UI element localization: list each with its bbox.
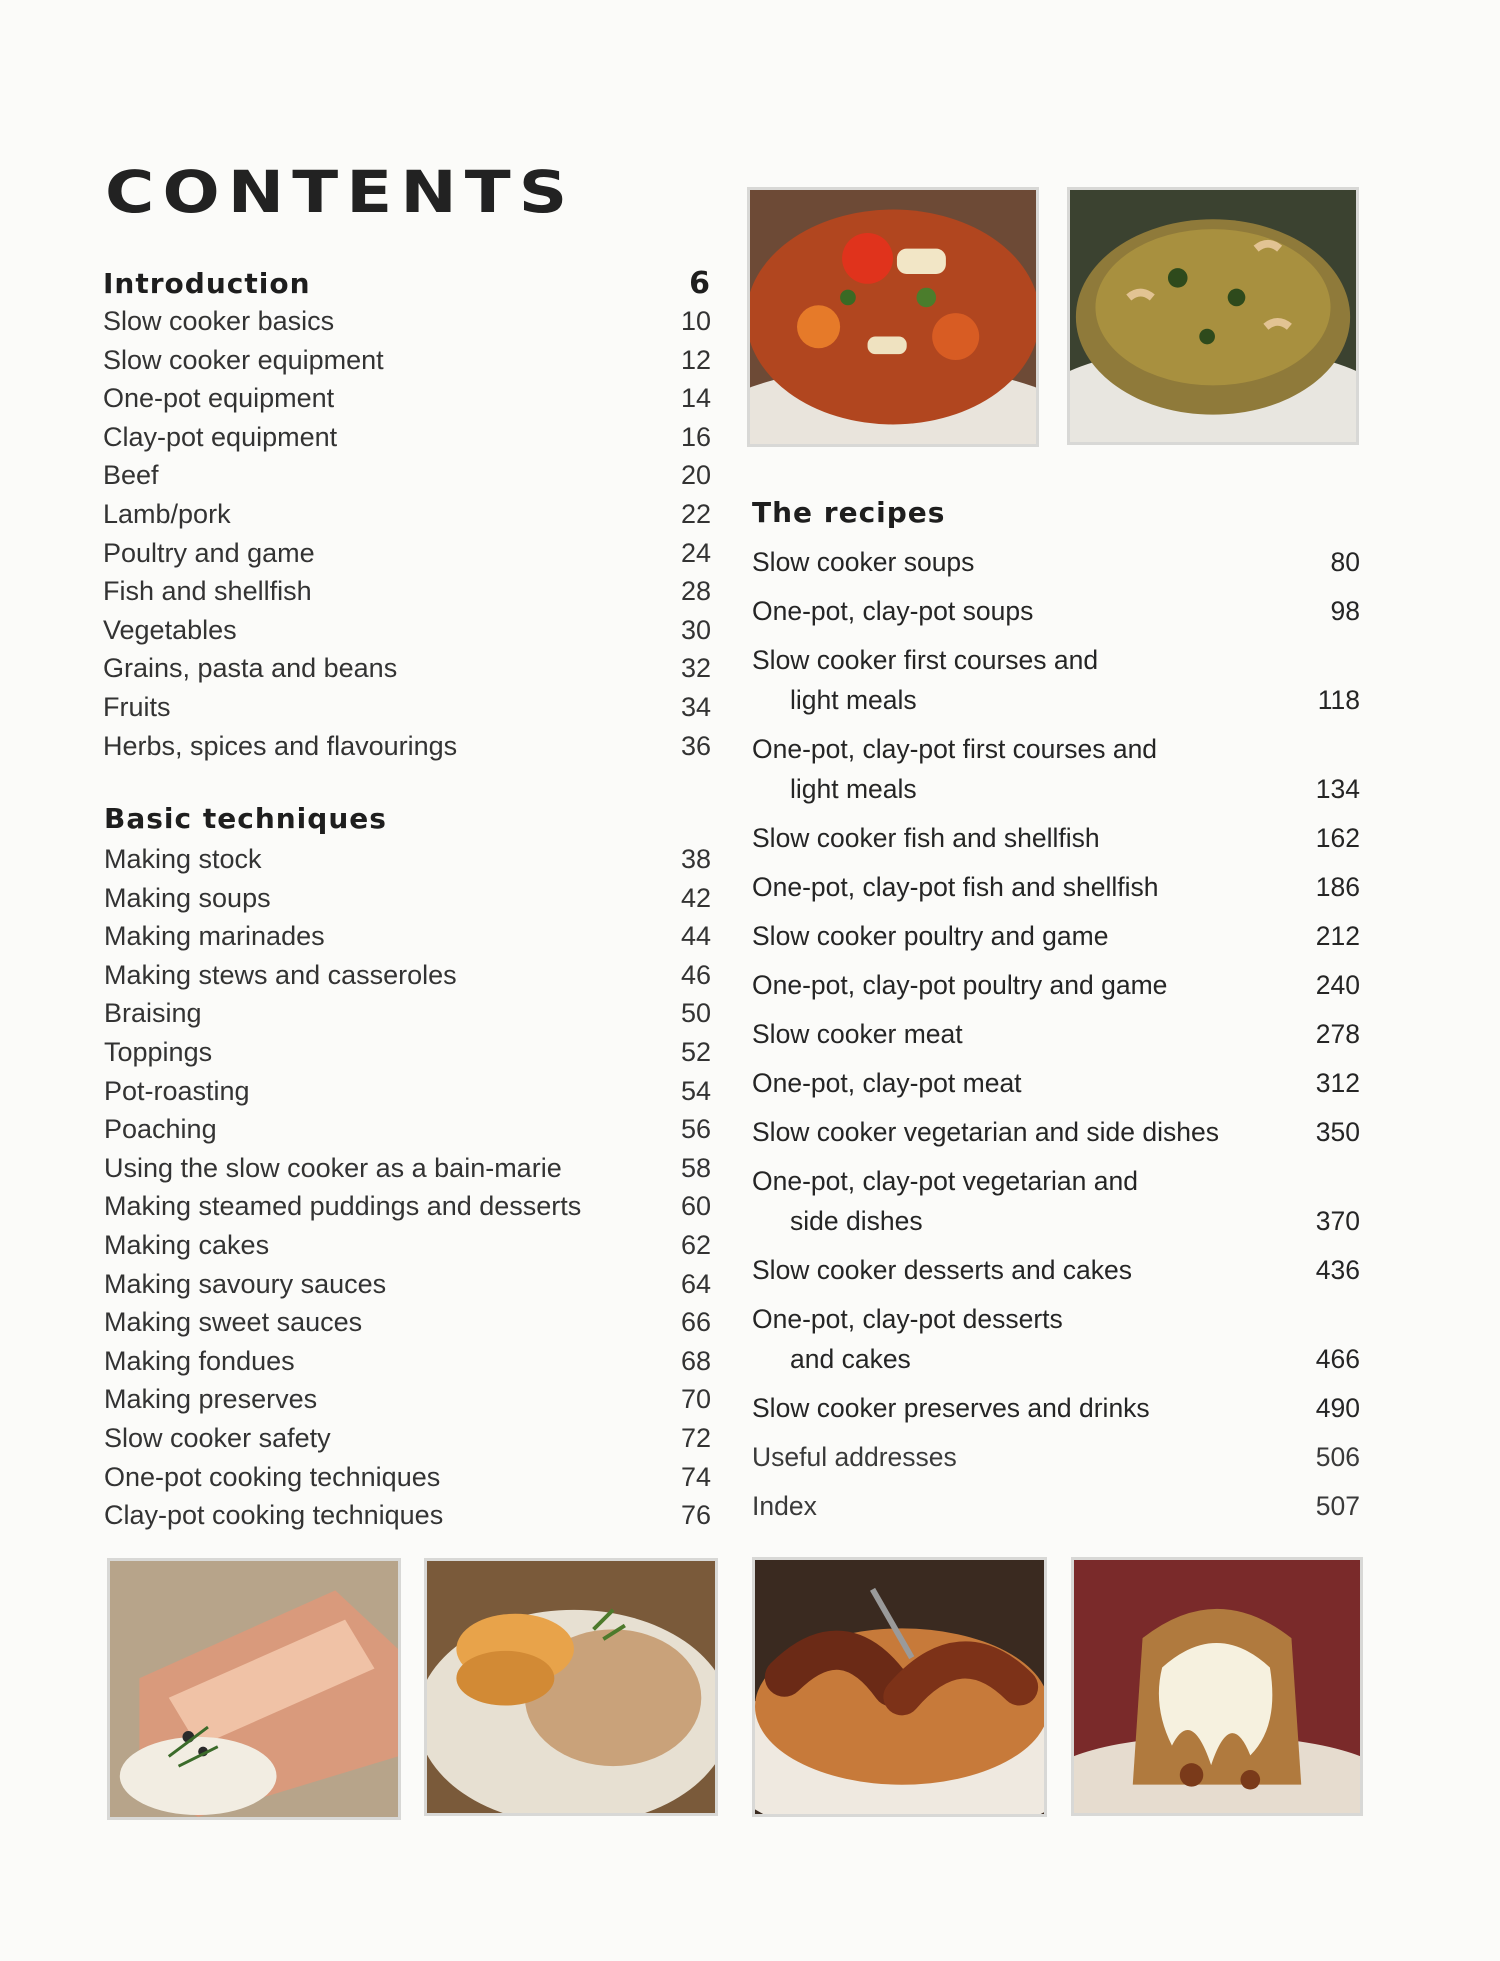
toc-entry-page: 44 xyxy=(680,921,711,952)
recipes-list xyxy=(752,542,1360,1526)
toc-entry xyxy=(103,611,711,650)
toc-entry-page: 312 xyxy=(1315,1068,1360,1098)
toc-entry xyxy=(104,956,711,995)
toc-entry xyxy=(752,1437,1360,1477)
toc-entry xyxy=(103,727,711,766)
introduction-heading-page: 6 xyxy=(689,266,711,301)
toc-entry-label: Useful addresses xyxy=(752,1442,957,1472)
toc-entry-label: Clay-pot cooking techniques xyxy=(104,1500,444,1531)
toc-entry-page: 52 xyxy=(680,1036,711,1067)
toc-entry-page: 278 xyxy=(1315,1019,1360,1049)
toc-entry-label: Making stock xyxy=(104,844,262,874)
basic-techniques-list xyxy=(104,840,711,1535)
toc-entry-page: 16 xyxy=(680,421,711,452)
toc-entry xyxy=(752,965,1360,1005)
toc-entry-label: Slow cooker equipment xyxy=(103,344,384,375)
toc-entry-page: 62 xyxy=(680,1229,711,1260)
introduction-list xyxy=(103,302,711,765)
toc-entry-label: One-pot equipment xyxy=(103,383,335,414)
toc-entry-page: 80 xyxy=(1330,547,1360,577)
toc-entry-label: One-pot, clay-pot fish and shellfish xyxy=(752,872,1159,902)
toc-entry-label: Braising xyxy=(104,998,202,1029)
toc-entry-page: 58 xyxy=(680,1152,711,1183)
toc-entry-label: One-pot, clay-pot desserts xyxy=(752,1304,1063,1334)
soup-photo-image xyxy=(750,190,1036,444)
toc-entry-page: 72 xyxy=(680,1422,711,1453)
toc-entry-page: 22 xyxy=(680,498,711,529)
toc-entry-label: Pot-roasting xyxy=(104,1075,250,1106)
toc-entry-page: 74 xyxy=(680,1461,711,1492)
toc-entry-page: 68 xyxy=(680,1345,711,1376)
toc-entry-label: Slow cooker fish and shellfish xyxy=(752,823,1100,853)
toc-entry-page: 466 xyxy=(1315,1344,1360,1374)
toc-entry-label: Lamb/pork xyxy=(103,498,231,529)
toc-entry-page: 70 xyxy=(680,1384,711,1415)
rice-dish-photo xyxy=(1067,187,1359,445)
toc-entry-label: Poaching xyxy=(104,1114,217,1145)
toc-entry-label: Index xyxy=(752,1491,817,1521)
toc-entry-label: Making stews and casseroles xyxy=(104,959,457,990)
toc-entry-label: Grains, pasta and beans xyxy=(103,653,398,684)
toc-entry xyxy=(752,1014,1360,1054)
toc-entry-label: Herbs, spices and flavourings xyxy=(103,730,458,761)
toc-entry-page: 506 xyxy=(1315,1442,1360,1472)
toc-entry xyxy=(752,1250,1360,1290)
toc-entry-page: 66 xyxy=(680,1307,711,1338)
toc-entry-page: 38 xyxy=(680,844,711,874)
toc-entry xyxy=(752,1063,1360,1103)
toc-entry xyxy=(752,818,1360,858)
toc-entry xyxy=(104,1496,711,1535)
toc-entry-label: Beef xyxy=(103,460,159,491)
toc-entry xyxy=(104,1110,711,1149)
toc-entry-page: 20 xyxy=(680,460,711,491)
toc-entry-page: 240 xyxy=(1315,970,1360,1000)
toc-entry xyxy=(104,1458,711,1497)
toc-entry-label: Clay-pot equipment xyxy=(103,421,338,452)
toc-entry-label: Slow cooker desserts and cakes xyxy=(752,1255,1133,1285)
introduction-section xyxy=(103,266,711,765)
toc-entry-label: One-pot, clay-pot vegetarian and xyxy=(752,1166,1138,1196)
toc-entry-label: One-pot cooking techniques xyxy=(104,1461,441,1492)
toc-entry xyxy=(752,640,1360,720)
toc-entry-page: 30 xyxy=(680,614,711,645)
toc-entry xyxy=(103,534,711,573)
toc-entry xyxy=(104,1265,711,1304)
toc-entry xyxy=(104,994,711,1033)
toc-entry xyxy=(103,418,711,457)
sausage-photo xyxy=(752,1557,1047,1817)
toc-entry-page: 76 xyxy=(680,1500,711,1531)
toc-entry-page: 46 xyxy=(680,959,711,990)
terrine-photo xyxy=(107,1558,401,1820)
toc-entry xyxy=(104,879,711,918)
toc-entry xyxy=(103,495,711,534)
toc-entry-label-continued: side dishes xyxy=(790,1206,923,1236)
toc-entry xyxy=(103,456,711,495)
toc-entry-page: 14 xyxy=(680,383,711,414)
toc-entry-label-continued: and cakes xyxy=(790,1344,911,1374)
toc-entry xyxy=(104,1303,711,1342)
toc-entry-page: 34 xyxy=(680,691,711,722)
toc-entry xyxy=(104,1226,711,1265)
toc-entry-label: Making fondues xyxy=(104,1345,295,1376)
recipes-heading xyxy=(752,494,1360,534)
toc-entry xyxy=(752,591,1360,631)
toc-entry-label: Making soups xyxy=(104,882,271,913)
toc-entry xyxy=(752,1299,1360,1379)
toc-entry-page: 212 xyxy=(1315,921,1360,951)
toc-entry-page: 56 xyxy=(680,1114,711,1145)
toc-entry-page: 186 xyxy=(1315,872,1360,902)
toc-entry-label: Slow cooker basics xyxy=(103,306,335,336)
introduction-heading-label: Introduction xyxy=(103,267,311,300)
toc-entry xyxy=(103,572,711,611)
toc-entry xyxy=(752,542,1360,582)
introduction-heading xyxy=(103,266,711,302)
toc-entry xyxy=(752,867,1360,907)
toc-entry-label: Slow cooker safety xyxy=(104,1422,331,1453)
toc-entry-label: Making marinades xyxy=(104,921,325,952)
toc-entry-label: One-pot, clay-pot meat xyxy=(752,1068,1022,1098)
toc-entry-page: 162 xyxy=(1315,823,1360,853)
toc-entry-page: 350 xyxy=(1315,1117,1360,1147)
toc-entry-label: Vegetables xyxy=(103,614,237,645)
toc-entry-page: 370 xyxy=(1315,1206,1360,1236)
toc-entry-page: 436 xyxy=(1315,1255,1360,1285)
rice-dish-photo-image xyxy=(1070,190,1356,442)
toc-entry-label: Making sweet sauces xyxy=(104,1307,363,1338)
toc-entry-page: 64 xyxy=(680,1268,711,1299)
toc-entry-page: 118 xyxy=(1317,685,1360,715)
toc-entry-page: 42 xyxy=(680,882,711,913)
toc-entry-label: Slow cooker vegetarian and side dishes xyxy=(752,1117,1219,1147)
recipes-heading-label: The recipes xyxy=(752,496,946,529)
toc-entry-label-continued: light meals xyxy=(790,774,917,804)
toc-entry-page: 507 xyxy=(1315,1491,1360,1521)
toc-entry-label-continued: light meals xyxy=(790,685,917,715)
steamed-pudding-photo xyxy=(1071,1557,1363,1816)
toc-entry xyxy=(752,1161,1360,1241)
toc-entry-page: 50 xyxy=(680,998,711,1029)
basic-techniques-heading xyxy=(104,800,711,840)
pork-chop-photo xyxy=(424,1558,718,1816)
basic-techniques-heading-label: Basic techniques xyxy=(104,802,387,835)
toc-entry-label: Poultry and game xyxy=(103,537,315,568)
toc-entry xyxy=(103,302,711,341)
toc-entry-label: One-pot, clay-pot first courses and xyxy=(752,734,1158,764)
toc-entry xyxy=(104,1380,711,1419)
recipes-section xyxy=(752,494,1360,1535)
toc-entry xyxy=(103,688,711,727)
toc-entry-label: One-pot, clay-pot poultry and game xyxy=(752,970,1168,1000)
toc-entry-page: 98 xyxy=(1330,596,1360,626)
toc-entry xyxy=(104,1187,711,1226)
toc-entry xyxy=(103,649,711,688)
toc-entry-page: 10 xyxy=(680,306,711,336)
toc-entry-page: 60 xyxy=(680,1191,711,1222)
toc-entry xyxy=(752,1112,1360,1152)
toc-entry xyxy=(752,916,1360,956)
steamed-pudding-photo-image xyxy=(1074,1560,1360,1813)
toc-entry xyxy=(103,341,711,380)
basic-techniques-section xyxy=(104,800,711,1535)
toc-entry-page: 36 xyxy=(680,730,711,761)
toc-entry-label: Making steamed puddings and desserts xyxy=(104,1191,582,1222)
toc-entry xyxy=(104,840,711,879)
page-title: CONTENTS xyxy=(105,158,576,226)
toc-entry-label: Slow cooker soups xyxy=(752,547,975,577)
toc-entry xyxy=(103,379,711,418)
toc-entry-label: Slow cooker preserves and drinks xyxy=(752,1393,1150,1423)
toc-entry xyxy=(752,1388,1360,1428)
toc-entry-page: 28 xyxy=(680,576,711,607)
toc-entry-page: 134 xyxy=(1315,774,1360,804)
toc-entry-label: Making preserves xyxy=(104,1384,318,1415)
pork-chop-photo-image xyxy=(427,1561,715,1813)
toc-entry-label: Making cakes xyxy=(104,1229,270,1260)
toc-entry-page: 12 xyxy=(680,344,711,375)
toc-entry xyxy=(104,1342,711,1381)
toc-entry xyxy=(752,729,1360,809)
toc-entry-label: Slow cooker poultry and game xyxy=(752,921,1109,951)
toc-entry-label: Toppings xyxy=(104,1036,213,1067)
toc-entry xyxy=(104,1419,711,1458)
toc-entry-page: 54 xyxy=(680,1075,711,1106)
terrine-photo-image xyxy=(110,1561,398,1817)
toc-entry-page: 24 xyxy=(680,537,711,568)
toc-entry-page: 32 xyxy=(680,653,711,684)
toc-entry-label: Making savoury sauces xyxy=(104,1268,387,1299)
toc-entry-label: One-pot, clay-pot soups xyxy=(752,596,1034,626)
toc-entry xyxy=(104,917,711,956)
toc-entry xyxy=(752,1486,1360,1526)
toc-entry xyxy=(104,1072,711,1111)
soup-photo xyxy=(747,187,1039,447)
toc-entry-page: 490 xyxy=(1315,1393,1360,1423)
toc-entry-label: Slow cooker meat xyxy=(752,1019,963,1049)
toc-entry-label: Fruits xyxy=(103,691,171,722)
sausage-photo-image xyxy=(755,1560,1044,1814)
toc-entry-label: Using the slow cooker as a bain-marie xyxy=(104,1152,562,1183)
toc-entry xyxy=(104,1033,711,1072)
toc-entry-label: Slow cooker first courses and xyxy=(752,645,1099,675)
toc-entry-label: Fish and shellfish xyxy=(103,576,312,607)
toc-entry xyxy=(104,1149,711,1188)
